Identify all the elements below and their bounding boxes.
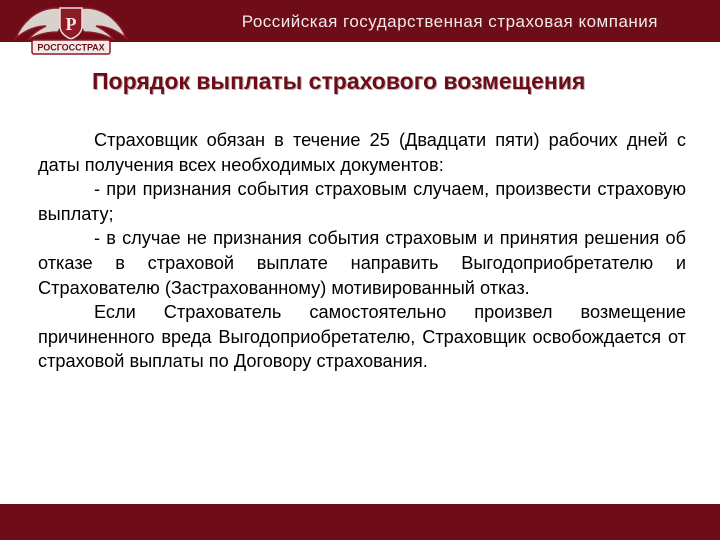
slide-title: Порядок выплаты страхового возмещения [92,68,586,94]
logo-monogram: Р [65,14,77,34]
logo-text: РОСГОССТРАХ [37,42,105,53]
rosgosstrakh-logo [12,2,130,58]
footer-band [0,504,720,540]
company-name: Российская государственная страховая компания [241,12,658,31]
slide-body [38,128,686,374]
paragraph-self-compensation: Если Страхователь самостоятельно произвел возмещение причиненного вреда Выгодоприобретателю, Страховщик освобождается от страховой выплаты по Договору страхования. [38,302,686,372]
paragraph-payout-deadline: Страховщик обязан в течение 25 (Двадцати пяти) рабочих дней с даты получения всех необходимых документов: [38,130,686,175]
eagle-emblem-icon [12,2,130,58]
paragraph-refusal: - в случае не признания события страховым и принятия решения об отказе в страховой выплате направить Выгодоприобретателю и Страхователю (Застрахованному) мотивированный отказ. [38,228,686,298]
paragraph-insured-event: - при признания события страховым случаем, произвести страховую выплату; [38,179,686,224]
